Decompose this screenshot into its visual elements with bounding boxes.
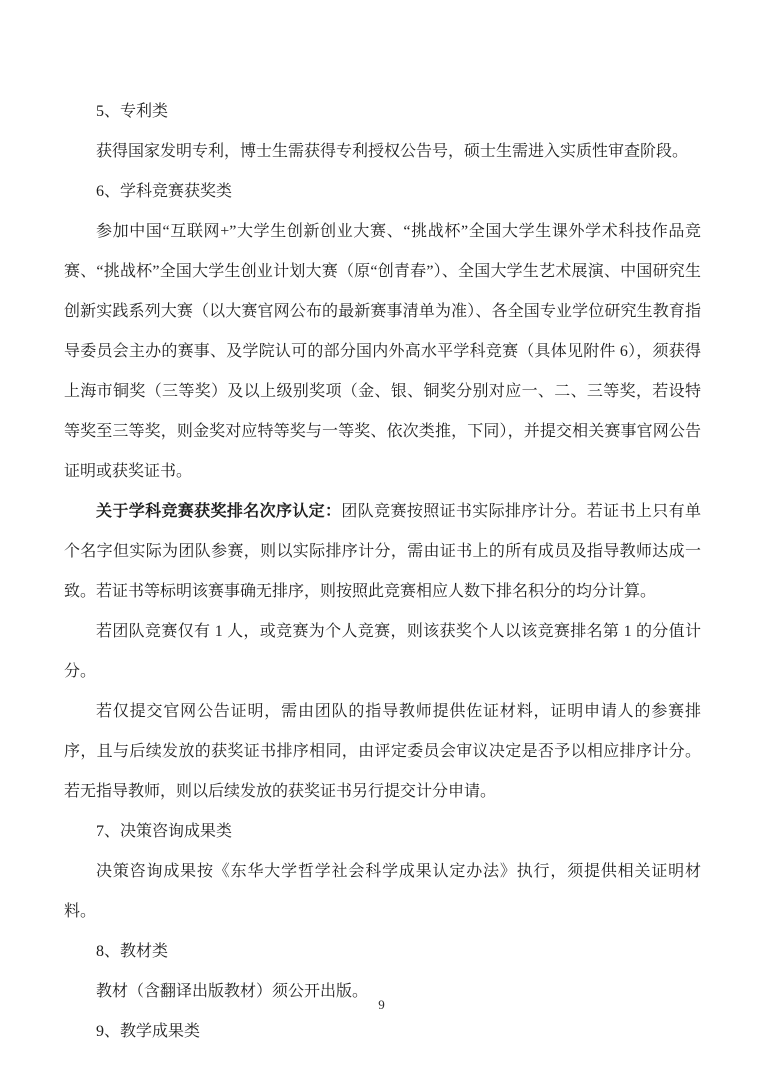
ranking-rule-text: 团队竞赛按照证书实际排序计分。若证书上只有单个名字但实际为团队参赛，则以实际排序计分，需由证书上的所有成员及指导教师达成一致。若证书等标明该赛事确无排序，则按照此竞赛相应人数下排名积分的均分计算。: [64, 503, 701, 600]
paragraph-competition-detail: 参加中国“互联网+”大学生创新创业大赛、“挑战杯”全国大学生课外学术科技作品竞赛、“挑战杯”全国大学生创业计划大赛（原“创青春”）、全国大学生艺术展演、中国研究生创新实践系列大赛（以大赛官网公布的最新赛事清单为准）、各全国专业学位研究生教育指导委员会主办的赛事、及学院认可的部分国内外高水平学科竞赛（具体见附件 6），须获得上海市铜奖（三等奖）及以上级别奖项（金、银、铜奖分别对应一、二、三等奖，若设特等奖至三等奖，则金奖对应特等奖与一等奖、依次类推，下同），并提交相关赛事官网公告证明或获奖证书。: [64, 223, 701, 480]
paragraph-patent-detail: 获得国家发明专利，博士生需获得专利授权公告号，硕士生需进入实质性审查阶段。: [96, 143, 689, 160]
paragraph-official-proof-rule: 若仅提交官网公告证明，需由团队的指导教师提供佐证材料，证明申请人的参赛排序，且与后续发放的获奖证书排序相同，由评定委员会审议决定是否予以相应排序计分。若无指导教师，则以后续发放的获奖证书另行提交计分申请。: [64, 703, 701, 800]
section-heading-consulting: 7、决策咨询成果类: [96, 823, 233, 840]
paragraph-consulting-detail: 决策咨询成果按《东华大学哲学社会科学成果认定办法》执行，须提供相关证明材料。: [64, 863, 701, 920]
paragraph-textbook-detail: 教材（含翻译出版教材）须公开出版。: [96, 983, 369, 1000]
section-heading-textbook: 8、教材类: [96, 943, 169, 960]
section-heading-competition: 6、学科竞赛获奖类: [96, 183, 233, 200]
section-heading-teaching-achievement: 9、教学成果类: [96, 1023, 201, 1040]
ranking-rule-bold-lead: 关于学科竞赛获奖排名次序认定：: [96, 503, 342, 520]
paragraph-single-member-rule: 若团队竞赛仅有 1 人，或竞赛为个人竞赛，则该获奖个人以该竞赛排名第 1 的分值计分。: [64, 623, 701, 680]
document-content: [64, 92, 701, 1052]
section-heading-patent: 5、专利类: [96, 103, 169, 120]
paragraph-ranking-rule: [64, 492, 701, 612]
page-number: 9: [378, 997, 385, 1012]
